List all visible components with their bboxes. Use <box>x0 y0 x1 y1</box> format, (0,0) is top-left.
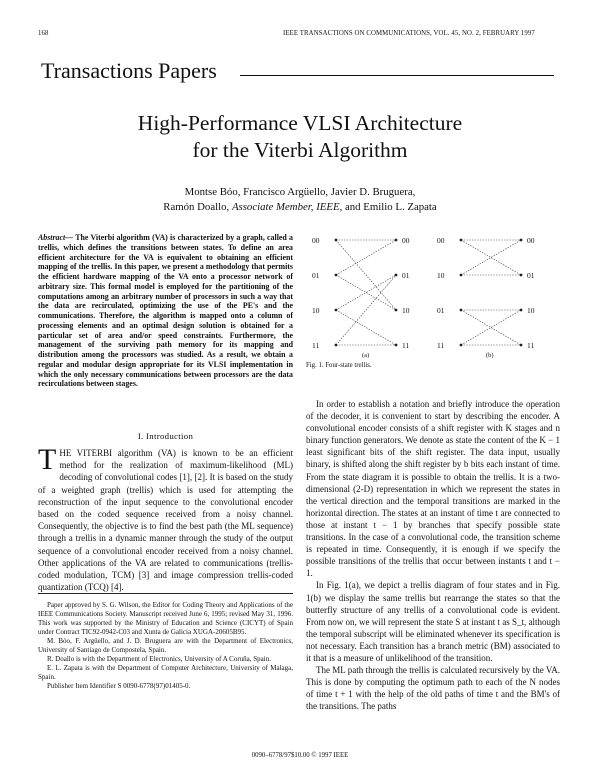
footnote-affiliation-2: R. Doallo is with the Department of Electronics, University of A Coruña, Spain. <box>47 655 271 663</box>
trellis-node <box>460 274 463 277</box>
state-label: 00 <box>437 236 445 245</box>
footnote-divider <box>38 593 293 594</box>
state-label: 01 <box>437 306 445 315</box>
trellis-node <box>520 309 523 312</box>
state-label: 01 <box>527 271 535 280</box>
section-rule <box>240 75 554 76</box>
trellis-node <box>520 239 523 242</box>
trellis-node <box>335 344 338 347</box>
journal-header: IEEE TRANSACTIONS ON COMMUNICATIONS, VOL. 45, NO. 2, FEBRUARY 1997 <box>283 30 535 37</box>
paragraph: The ML path through the trellis is calculated recursively by the VA. This is done by computing the optimum path to each of the N nodes of time t + 1 with the help of the old paths of time t and the BM's of the transitions. The paths <box>306 665 560 712</box>
state-label: 00 <box>312 236 320 245</box>
trellis-a-branch <box>336 275 396 310</box>
drop-cap: T <box>38 443 57 476</box>
authors-line-2 <box>0 200 600 215</box>
trellis-node <box>395 274 398 277</box>
intro-heading: I. Introduction <box>137 431 194 441</box>
state-label: 00 <box>527 236 535 245</box>
trellis-node <box>335 309 338 312</box>
state-label: 10 <box>402 306 410 315</box>
state-label: 01 <box>312 271 320 280</box>
paragraph: In Fig. 1(a), we depict a trellis diagram of four states and in Fig. 1(b) we display the same trellis but rearrange the states so that the butterfly structure of any trellis of a convolutional code is evident. From now on, we will represent the state S at instant t as S_t, although the temporal subscript will be eliminated whenever its specification is not necessary. Each transition has a branch metric (BM) associated to it that is a measure of unlikelihood of the transition. <box>306 580 560 663</box>
author-doallo: Ramón Doallo, <box>163 201 232 213</box>
paragraph: In order to establish a notation and briefly introduce the operation of the decoder, it is convenient to start by describing the encoder. A convolutional encoder consists of a shift register with K stages and n binary function generators. We denote as state the content of the K − 1 least significant bits of the shift register. The data input, usually binary, is shifted along the shift register by b bits each instant of time. From the state diagram it is possible to obtain the trellis. It is a two-dimensional (2-D) representation in which we represent the states in the vertical direction and the temporal transitions are marked in the horizontal direction. The states at an instant of time t are connected to those at instant t − 1 by branches that specify possible state transitions. In the case of a convolutional code, the transition scheme is repeated in time. Consequently, it is enough if we specify the possible transitions of the trellis that occur between instants t and t − 1. <box>306 399 560 579</box>
paper-title <box>0 110 600 164</box>
trellis-a-branch <box>336 240 396 310</box>
abstract <box>38 233 293 389</box>
footnote-affiliation-1: M. Bóo, F. Argüello, and J. D. Bruguera are with the Department of Electronics, University of Santiago de Compostela, Spain. <box>38 637 293 654</box>
state-label: 10 <box>312 306 320 315</box>
trellis-node <box>460 309 463 312</box>
footnote-affiliation-3: E. L. Zapata is with the Department of Computer Architecture, University of Malaga, Spain. <box>38 664 293 681</box>
trellis-a-branch <box>336 275 396 310</box>
subfigure-a-label: (a) <box>362 352 370 358</box>
trellis-node <box>460 239 463 242</box>
state-label: 10 <box>437 271 445 280</box>
trellis-b-branch <box>461 240 521 275</box>
intro-body <box>38 443 293 593</box>
trellis-node <box>335 274 338 277</box>
trellis-a-branch <box>336 310 396 345</box>
author-list <box>0 185 600 215</box>
footnotes <box>38 601 293 691</box>
trellis-node <box>520 274 523 277</box>
title-line-1: High-Performance VLSI Architecture <box>137 111 463 135</box>
state-label: 10 <box>527 306 535 315</box>
trellis-node <box>395 344 398 347</box>
state-label: 11 <box>312 341 320 350</box>
trellis-figure <box>306 228 560 358</box>
figure-caption: Fig. 1. Four-state trellis. <box>306 362 372 369</box>
trellis-node <box>460 344 463 347</box>
trellis-a-branch <box>336 240 396 275</box>
abstract-label: Abstract— <box>38 233 74 242</box>
authors-line-1: Montse Bóo, Francisco Argüello, Javier D. Bruguera, <box>184 186 416 198</box>
footnote-approval: Paper approved by S. G. Wilson, the Editor for Coding Theory and Applications of the IEEE Communications Society. Manuscript received June 6, 1995; revised May 31, 1996. This work was supported by the Ministry of Education and Science (CICYT) of Spain under Contract TIC92-0942-C03 and Xunta de Galicia XUGA-20605B95. <box>38 601 293 636</box>
page-number: 168 <box>38 30 49 37</box>
trellis-node <box>395 239 398 242</box>
state-label: 11 <box>437 341 445 350</box>
trellis-b-branch <box>461 310 521 345</box>
state-label: 11 <box>527 341 535 350</box>
state-label: 00 <box>402 236 410 245</box>
section-title: Transactions Papers <box>41 58 217 83</box>
abstract-text: The Viterbi algorithm (VA) is characterized by a graph, called a trellis, which defines the transitions between states. To define an area efficient architecture for the VA is equivalent to obtaining an efficient mapping of the trellis. In this paper, we present a methodology that permits the efficient hardware mapping of the VA onto a processor network of arbitrary size. This formal model is employed for the partitioning of the computations among an arbitrary number of processors in such a way that the data are recirculated, optimizing the use of the PE's and the communications. Therefore, the algorithm is mapped onto a column of processing elements and an optimal design solution is obtained for a particular set of area and/or speed constraints. Furthermore, the management of the surviving path memory for its mapping and distribution among the processors was studied. As a result, we obtain a regular and modular design appropriate for its VLSI implementation in which the only necessary communications between processors are the data recirculations between stages. <box>38 233 293 389</box>
footnote-publisher-id: Publisher Item Identifier S 0090-6778(97)01405-0. <box>47 682 191 690</box>
trellis-node <box>520 344 523 347</box>
trellis-b-branch <box>461 240 521 275</box>
subfigure-b-label: (b) <box>486 352 494 358</box>
title-line-2: for the Viterbi Algorithm <box>192 138 408 162</box>
trellis-node <box>335 239 338 242</box>
trellis-node <box>395 309 398 312</box>
state-label: 11 <box>402 341 410 350</box>
state-label: 01 <box>402 271 410 280</box>
intro-text: HE VITERBI algorithm (VA) is known to be an efficient method for the realization of maximum-likelihood (ML) decoding of convolutional codes [1], [2]. It is based on the study of a weighted graph (trellis) which is used for attempting the reconstruction of the input sequence to the convolutional encoder based on the coded sequence received from a noisy channel. Consequently, the objective is to find the best path (the ML sequence) through a trellis in a dynamic manner through the study of the output sequence of a convolutional encoder received from a noisy channel. Other applications of the VA are related to communications (trellis-coded modulation, TCM) [3] and image compression trellis-coded quantization (TCQ) [4]. <box>38 448 293 593</box>
author-membership: Associate Member, IEEE, <box>231 201 343 213</box>
copyright-line: 0090–6778/97$10.00 © 1997 IEEE <box>251 752 349 759</box>
trellis-b-branch <box>461 310 521 345</box>
right-column-body <box>306 398 560 712</box>
author-zapata: and Emilio L. Zapata <box>342 201 437 213</box>
trellis-a-branch <box>336 275 396 345</box>
